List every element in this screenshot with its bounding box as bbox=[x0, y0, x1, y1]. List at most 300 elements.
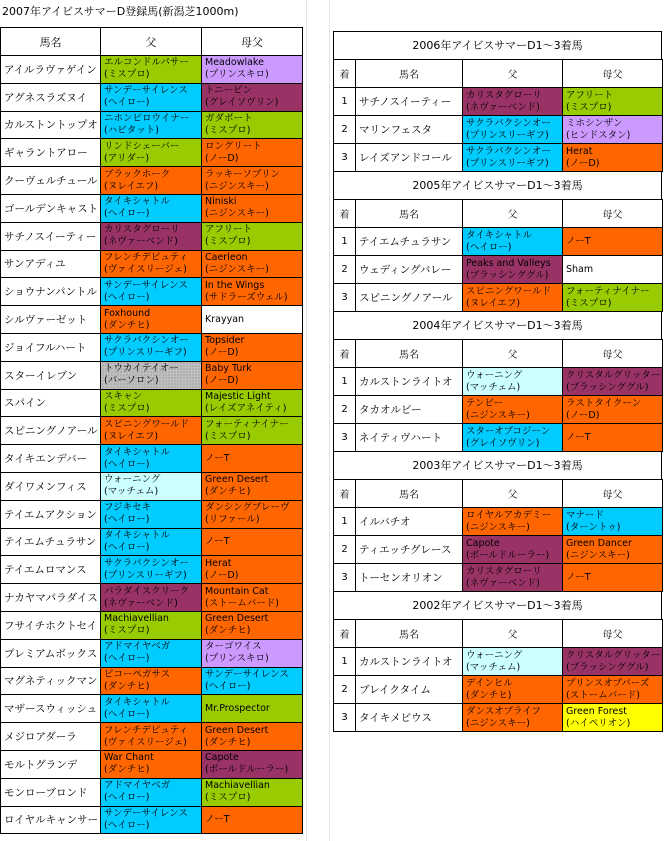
horse-name: マザースウィッシュ bbox=[1, 695, 101, 723]
sire-name: カリスタグローリ bbox=[466, 89, 542, 101]
results-section bbox=[333, 31, 662, 172]
damsire-name: ノーT bbox=[566, 431, 591, 443]
damsire-name: ノーT bbox=[205, 452, 230, 464]
sire-line: (ミスプロ) bbox=[104, 69, 150, 81]
header-name: 馬名 bbox=[1, 28, 101, 56]
damsire-name: Machiavellian bbox=[205, 780, 270, 792]
horse-name: モルトグランデ bbox=[1, 750, 101, 778]
sire-cell bbox=[101, 778, 202, 806]
header-sire: 父 bbox=[463, 200, 563, 228]
damsire-name: ノーT bbox=[566, 571, 591, 583]
header-name: 馬名 bbox=[356, 620, 463, 648]
table-row bbox=[334, 508, 663, 536]
sire-name: テンビー bbox=[466, 397, 504, 409]
header-sire: 父 bbox=[463, 620, 563, 648]
horse-name: カルストンライトオ bbox=[356, 368, 463, 396]
sire-line: (ボールドルーラー) bbox=[466, 549, 550, 561]
sire-name: タイキシャトル bbox=[466, 229, 533, 241]
rank: 3 bbox=[334, 564, 356, 592]
sire-cell bbox=[463, 88, 563, 116]
damsire-name: ガダボート bbox=[205, 112, 253, 124]
rank: 1 bbox=[334, 648, 356, 676]
sire-cell bbox=[463, 228, 563, 256]
rank: 2 bbox=[334, 676, 356, 704]
damsire-cell bbox=[202, 472, 303, 500]
damsire-name: Green Forest bbox=[566, 705, 627, 717]
sire-name: Machiavellian bbox=[104, 613, 169, 625]
table-row bbox=[1, 56, 303, 84]
sire-line: (ハビタット) bbox=[104, 124, 159, 136]
header-damsire: 母父 bbox=[202, 28, 303, 56]
rank: 3 bbox=[334, 284, 356, 312]
sire-name: パラダイスクリーク bbox=[104, 585, 190, 597]
damsire-line: (ヒンドスタン) bbox=[566, 129, 631, 141]
damsire-name: トニービン bbox=[205, 85, 253, 97]
horse-name: ブレイクタイム bbox=[356, 676, 463, 704]
header-rank: 着 bbox=[334, 200, 356, 228]
sire-cell bbox=[101, 417, 202, 445]
sire-line: (マッチェム) bbox=[466, 661, 521, 673]
damsire-name: ノーT bbox=[566, 235, 591, 247]
rank: 2 bbox=[334, 256, 356, 284]
table-row bbox=[1, 584, 303, 612]
section-title: 2005年アイビスサマーD1～3着馬 bbox=[333, 171, 662, 199]
header-rank: 着 bbox=[334, 480, 356, 508]
damsire-cell bbox=[563, 396, 663, 424]
damsire-line: (ストームバード) bbox=[205, 597, 279, 609]
sire-line: (プリンスリーギフ) bbox=[466, 129, 549, 141]
horse-name: カルストントップオ bbox=[1, 111, 101, 139]
sire-line: (ヘイロー) bbox=[104, 291, 150, 303]
horse-name: スパイン bbox=[1, 389, 101, 417]
damsire-cell bbox=[563, 256, 663, 284]
sire-line: (ヘイロー) bbox=[104, 458, 150, 470]
sire-cell bbox=[101, 695, 202, 723]
header-damsire: 母父 bbox=[563, 480, 663, 508]
sire-name: ニホンピロウイナー bbox=[104, 112, 190, 124]
sire-cell bbox=[463, 424, 563, 452]
table-row bbox=[1, 723, 303, 751]
table-row bbox=[1, 778, 303, 806]
sire-line: (ヘイロー) bbox=[104, 653, 150, 665]
horse-name: ゴールデンキャスト bbox=[1, 194, 101, 222]
sire-name: サンデーサイレンス bbox=[104, 279, 188, 291]
damsire-line: (ダンチヒ) bbox=[205, 625, 251, 637]
damsire-name: Niniski bbox=[205, 196, 237, 208]
table-row bbox=[334, 228, 663, 256]
sire-cell bbox=[101, 194, 202, 222]
table-row bbox=[1, 806, 303, 834]
damsire-name: Green Desert bbox=[205, 474, 269, 486]
damsire-cell bbox=[563, 116, 663, 144]
sire-name: リンドシェーバー bbox=[104, 140, 180, 152]
damsire-name: ターゴワイス bbox=[205, 641, 262, 653]
horse-name: ネイティヴハート bbox=[356, 424, 463, 452]
section-title: 2006年アイビスサマーD1～3着馬 bbox=[333, 31, 662, 59]
damsire-name: Majestic Light bbox=[205, 390, 271, 402]
sire-line: (ヘイロー) bbox=[466, 241, 512, 253]
damsire-name: サンデーサイレンス bbox=[205, 668, 289, 680]
damsire-cell bbox=[563, 704, 663, 732]
sire-line: (グレイソヴリン) bbox=[466, 437, 540, 449]
sire-line: (ヘイロー) bbox=[104, 541, 150, 553]
damsire-line: (ニジンスキー) bbox=[205, 263, 269, 275]
table-row bbox=[1, 250, 303, 278]
sire-cell bbox=[101, 806, 202, 834]
horse-name: テイエムアクション bbox=[1, 500, 101, 528]
damsire-name: ミホシンザン bbox=[566, 117, 623, 129]
damsire-cell bbox=[563, 228, 663, 256]
damsire-name: Green Desert bbox=[205, 613, 269, 625]
rank: 1 bbox=[334, 508, 356, 536]
sire-name: サクラバクシンオー bbox=[104, 557, 189, 569]
horse-name: イルバチオ bbox=[356, 508, 463, 536]
damsire-cell bbox=[202, 222, 303, 250]
damsire-cell bbox=[563, 88, 663, 116]
sire-line: (ニジンスキー) bbox=[466, 409, 530, 421]
horse-name: スピニングノアール bbox=[1, 417, 101, 445]
sire-cell bbox=[463, 284, 563, 312]
damsire-line: (ミスプロ) bbox=[205, 792, 251, 804]
sire-cell bbox=[101, 56, 202, 84]
sire-line: (プリンスリーギフ) bbox=[104, 569, 187, 581]
damsire-cell bbox=[563, 368, 663, 396]
damsire-line: (ミスプロ) bbox=[205, 124, 251, 136]
horse-name: スターイレブン bbox=[1, 361, 101, 389]
table-row bbox=[334, 564, 663, 592]
damsire-name: フォーティナイナー bbox=[566, 285, 650, 297]
header-damsire: 母父 bbox=[563, 200, 663, 228]
table-row bbox=[1, 83, 303, 111]
damsire-line: (ダンチヒ) bbox=[205, 486, 251, 498]
sire-cell bbox=[101, 445, 202, 473]
sire-line: (ヘイロー) bbox=[104, 208, 150, 220]
horse-name: プレミアムボックス bbox=[1, 639, 101, 667]
results-header-row bbox=[334, 60, 663, 88]
sire-line: (ヘイロー) bbox=[104, 819, 150, 831]
table-row bbox=[1, 361, 303, 389]
sire-name: ダンスオブライフ bbox=[466, 705, 541, 717]
rank: 1 bbox=[334, 228, 356, 256]
rank: 3 bbox=[334, 144, 356, 172]
sire-name: カリスタグローリ bbox=[104, 224, 180, 236]
sire-cell bbox=[101, 389, 202, 417]
damsire-name: フォーティナイナー bbox=[205, 418, 289, 430]
results-table bbox=[333, 199, 663, 312]
damsire-cell bbox=[202, 417, 303, 445]
sire-name: ロイヤルアカデミー bbox=[466, 509, 552, 521]
damsire-cell bbox=[202, 639, 303, 667]
horse-name: トーセンオリオン bbox=[356, 564, 463, 592]
damsire-name: ロングリート bbox=[205, 140, 262, 152]
table-row bbox=[1, 139, 303, 167]
damsire-cell bbox=[563, 648, 663, 676]
damsire-name: Topsider bbox=[205, 335, 245, 347]
damsire-name: アフリート bbox=[205, 224, 253, 236]
sire-name: カリスタグローリ bbox=[466, 565, 542, 577]
damsire-name: Baby Turk bbox=[205, 363, 252, 375]
damsire-cell bbox=[202, 194, 303, 222]
damsire-line: (ニジンスキー) bbox=[205, 208, 269, 220]
table-row bbox=[1, 278, 303, 306]
damsire-name: クリスタルグリッター bbox=[566, 369, 661, 381]
damsire-line: (ミスプロ) bbox=[566, 101, 612, 113]
rank: 2 bbox=[334, 116, 356, 144]
sire-name: アドマイヤベガ bbox=[104, 641, 171, 653]
sire-name: タイキシャトル bbox=[104, 696, 171, 708]
table-row bbox=[1, 695, 303, 723]
sire-cell bbox=[101, 278, 202, 306]
sire-line: (ミスプロ) bbox=[104, 625, 150, 637]
sire-cell bbox=[101, 611, 202, 639]
damsire-cell bbox=[202, 584, 303, 612]
sire-line: (ヴァイスリージェ) bbox=[104, 736, 187, 748]
sire-cell bbox=[101, 639, 202, 667]
rank: 1 bbox=[334, 368, 356, 396]
damsire-line: (ブラッシンググル) bbox=[566, 661, 649, 673]
sire-name: Capote bbox=[466, 537, 500, 549]
sire-name: フレンチデピュティ bbox=[104, 724, 189, 736]
damsire-name: Green Dancer bbox=[566, 537, 632, 549]
damsire-name: ノーT bbox=[205, 813, 230, 825]
sire-cell bbox=[101, 83, 202, 111]
damsire-line: (ブラッシンググル) bbox=[566, 381, 649, 393]
damsire-cell bbox=[202, 667, 303, 695]
table-row bbox=[334, 648, 663, 676]
damsire-name: Herat bbox=[205, 557, 232, 569]
table-row bbox=[1, 222, 303, 250]
damsire-name: ノーT bbox=[205, 535, 230, 547]
results-section bbox=[333, 451, 662, 592]
damsire-name: クリスタルグリッター bbox=[566, 649, 661, 661]
sire-name: スターオブコジーン bbox=[466, 425, 551, 437]
horse-name: モンローブロンド bbox=[1, 778, 101, 806]
damsire-cell bbox=[202, 333, 303, 361]
damsire-cell bbox=[202, 139, 303, 167]
sire-line: (ヌレイエフ) bbox=[104, 180, 159, 192]
header-name: 馬名 bbox=[356, 480, 463, 508]
sire-line: (ヘイロー) bbox=[104, 514, 150, 526]
sire-cell bbox=[101, 500, 202, 528]
damsire-line: (ノーD) bbox=[205, 569, 239, 581]
sire-cell bbox=[463, 508, 563, 536]
sire-cell bbox=[101, 222, 202, 250]
horse-name: フサイチホクトセイ bbox=[1, 611, 101, 639]
horse-name: カルストンライトオ bbox=[356, 648, 463, 676]
sire-line: (マッチェム) bbox=[104, 486, 159, 498]
table-row bbox=[1, 417, 303, 445]
table-row bbox=[1, 389, 303, 417]
damsire-name: Caerleon bbox=[205, 251, 248, 263]
sire-name: トウカイテイオー bbox=[104, 363, 179, 375]
horse-name: テイエムチュラサン bbox=[356, 228, 463, 256]
table-row bbox=[1, 639, 303, 667]
table-row bbox=[334, 88, 663, 116]
table-row bbox=[1, 667, 303, 695]
table-row bbox=[1, 333, 303, 361]
damsire-line: (リファール) bbox=[205, 514, 260, 526]
sire-line: (ネヴァーベンド) bbox=[466, 577, 540, 589]
sire-cell bbox=[463, 116, 563, 144]
damsire-cell bbox=[563, 536, 663, 564]
damsire-cell bbox=[202, 56, 303, 84]
sire-line: (ヘイロー) bbox=[104, 97, 150, 109]
damsire-line: (ミスプロ) bbox=[205, 236, 251, 248]
sire-name: War Chant bbox=[104, 752, 154, 764]
sire-name: ピコーペガサス bbox=[104, 668, 171, 680]
damsire-line: (ダンチヒ) bbox=[205, 736, 251, 748]
damsire-line: (ハイペリオン) bbox=[566, 717, 631, 729]
horse-name: スピニングノアール bbox=[356, 284, 463, 312]
results-table bbox=[333, 479, 663, 592]
sire-cell bbox=[101, 723, 202, 751]
sire-line: (ヴァイスリージェ) bbox=[104, 263, 187, 275]
damsire-line: (ミスプロ) bbox=[566, 297, 612, 309]
damsire-cell bbox=[202, 306, 303, 334]
table-row bbox=[334, 256, 663, 284]
sire-name: Peaks and Valleys bbox=[466, 257, 551, 269]
sire-cell bbox=[101, 333, 202, 361]
table-row bbox=[1, 556, 303, 584]
damsire-name: ラストタイクーン bbox=[566, 397, 642, 409]
damsire-name: Krayyan bbox=[205, 313, 245, 325]
damsire-line: (ニジンスキー) bbox=[205, 180, 269, 192]
header-sire: 父 bbox=[463, 340, 563, 368]
sire-line: (ミスプロ) bbox=[104, 402, 150, 414]
damsire-cell bbox=[202, 111, 303, 139]
sire-line: (プリンスリーギフ) bbox=[104, 347, 187, 359]
horse-name: テイエムロマンス bbox=[1, 556, 101, 584]
horse-name: ダイワメンフィス bbox=[1, 472, 101, 500]
horse-name: ロイヤルキャンサー bbox=[1, 806, 101, 834]
damsire-cell bbox=[202, 723, 303, 751]
damsire-name: Green Desert bbox=[205, 724, 269, 736]
damsire-cell bbox=[563, 144, 663, 172]
results-header-row bbox=[334, 620, 663, 648]
results-section bbox=[333, 171, 662, 312]
sire-cell bbox=[101, 556, 202, 584]
header-name: 馬名 bbox=[356, 200, 463, 228]
table-row bbox=[334, 284, 663, 312]
damsire-cell bbox=[202, 556, 303, 584]
damsire-line: (プリンスキロ) bbox=[205, 69, 269, 81]
horse-name: アイルラヴァゲイン bbox=[1, 56, 101, 84]
entries-header-row bbox=[1, 28, 303, 56]
damsire-name: マナード bbox=[566, 509, 605, 521]
sire-name: サクラバクシンオー bbox=[104, 335, 189, 347]
sire-cell bbox=[463, 676, 563, 704]
table-row bbox=[1, 306, 303, 334]
damsire-cell bbox=[202, 83, 303, 111]
damsire-cell bbox=[563, 424, 663, 452]
results-header-row bbox=[334, 340, 663, 368]
header-sire: 父 bbox=[463, 480, 563, 508]
damsire-line: (ヘイロー) bbox=[205, 680, 251, 692]
sire-line: (ヘイロー) bbox=[104, 708, 150, 720]
page-title: 2007年アイビスサマーD登録馬(新潟芝1000m) bbox=[2, 5, 239, 18]
sire-line: (ニジンスキー) bbox=[466, 717, 530, 729]
sire-line: (ダンチヒ) bbox=[466, 689, 512, 701]
sire-cell bbox=[101, 750, 202, 778]
sire-line: (ヘイロー) bbox=[104, 792, 150, 804]
horse-name: メジロアダーラ bbox=[1, 723, 101, 751]
horse-name: タイキエンデバー bbox=[1, 445, 101, 473]
damsire-name: Mr.Prospector bbox=[205, 702, 270, 714]
sire-cell bbox=[463, 536, 563, 564]
sire-name: タイキシャトル bbox=[104, 196, 171, 208]
table-row bbox=[1, 750, 303, 778]
horse-name: ギャラントアロー bbox=[1, 139, 101, 167]
results-table bbox=[333, 59, 663, 172]
sire-line: (ブラッシンググル) bbox=[466, 269, 549, 281]
horse-name: タカオルビー bbox=[356, 396, 463, 424]
damsire-line: (レイズアネイティ) bbox=[205, 402, 287, 414]
rank: 3 bbox=[334, 704, 356, 732]
sire-cell bbox=[463, 704, 563, 732]
table-row bbox=[1, 111, 303, 139]
sire-cell bbox=[463, 396, 563, 424]
header-damsire: 母父 bbox=[563, 340, 663, 368]
horse-name: タイキメビウス bbox=[356, 704, 463, 732]
damsire-line: (ノーD) bbox=[205, 375, 239, 387]
horse-name: ナカヤマパラダイス bbox=[1, 584, 101, 612]
horse-name: テイエムチュラサン bbox=[1, 528, 101, 556]
horse-name: サンアディユ bbox=[1, 250, 101, 278]
sire-line: (ヌレイエフ) bbox=[104, 430, 159, 442]
table-row bbox=[334, 536, 663, 564]
sire-cell bbox=[463, 256, 563, 284]
damsire-line: (ストームバード) bbox=[566, 689, 640, 701]
header-rank: 着 bbox=[334, 60, 356, 88]
rank: 1 bbox=[334, 88, 356, 116]
horse-name: クーヴェルチュール bbox=[1, 167, 101, 195]
damsire-name: In the Wings bbox=[205, 279, 265, 291]
damsire-cell bbox=[202, 528, 303, 556]
sire-cell bbox=[101, 139, 202, 167]
damsire-name: Capote bbox=[205, 752, 239, 764]
sire-name: サクラバクシンオー bbox=[466, 145, 551, 157]
damsire-line: (ノーD) bbox=[205, 347, 239, 359]
results-table bbox=[333, 619, 663, 732]
gridline bbox=[329, 0, 330, 841]
damsire-name: Sham bbox=[566, 263, 594, 275]
sire-name: フレンチデピュティ bbox=[104, 251, 189, 263]
section-title: 2003年アイビスサマーD1～3着馬 bbox=[333, 451, 662, 479]
damsire-cell bbox=[202, 695, 303, 723]
table-row bbox=[1, 611, 303, 639]
sire-line: (ヌレイエフ) bbox=[466, 297, 521, 309]
horse-name: マリンフェスタ bbox=[356, 116, 463, 144]
table-row bbox=[1, 472, 303, 500]
sire-cell bbox=[101, 250, 202, 278]
results-header-row bbox=[334, 200, 663, 228]
sire-line: (ニジンスキー) bbox=[466, 521, 530, 533]
results-header-row bbox=[334, 480, 663, 508]
damsire-name: アフリート bbox=[566, 89, 614, 101]
sire-line: (ネヴァーベンド) bbox=[466, 101, 540, 113]
damsire-line: (ニジンスキー) bbox=[566, 549, 630, 561]
table-row bbox=[334, 676, 663, 704]
damsire-cell bbox=[563, 508, 663, 536]
damsire-cell bbox=[563, 284, 663, 312]
sire-name: Foxhound bbox=[104, 307, 151, 319]
sire-line: (ネヴァーベンド) bbox=[104, 236, 178, 248]
damsire-line: (プリンスキロ) bbox=[205, 653, 269, 665]
damsire-cell bbox=[563, 676, 663, 704]
rank: 3 bbox=[334, 424, 356, 452]
header-damsire: 母父 bbox=[563, 60, 663, 88]
sire-line: (マッチェム) bbox=[466, 381, 521, 393]
